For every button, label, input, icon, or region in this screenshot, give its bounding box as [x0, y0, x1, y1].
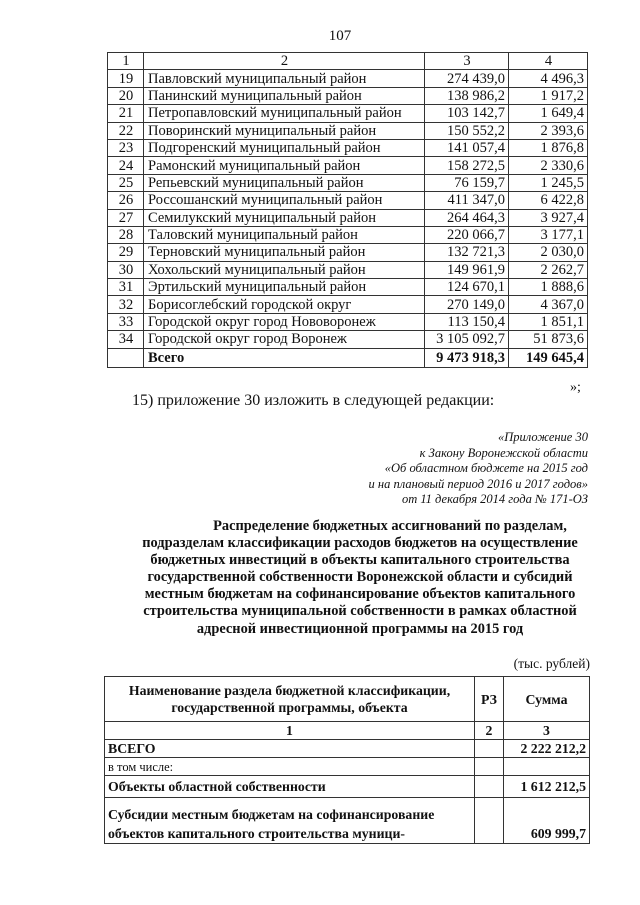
- row-number: 31: [108, 279, 144, 296]
- row-name: ВСЕГО: [105, 740, 475, 758]
- value-col3: 141 057,4: [425, 139, 509, 156]
- table-row: [108, 209, 588, 226]
- title-line: государственной собственности Воронежской области и субсидий: [147, 569, 573, 586]
- municipality-name: Хохольский муниципальный район: [144, 261, 425, 278]
- title-line: адресной инвестиционной программы на 2015 год: [196, 620, 524, 637]
- row-rz: [475, 758, 504, 776]
- row-number: 22: [108, 122, 144, 139]
- row-number: 33: [108, 313, 144, 330]
- column-number: 1: [105, 722, 475, 740]
- row-number: [108, 348, 144, 367]
- value-col4: 4 496,3: [509, 70, 588, 87]
- row-number: 24: [108, 157, 144, 174]
- row-number: 19: [108, 70, 144, 87]
- municipality-name: Терновский муниципальный район: [144, 244, 425, 261]
- total-col3: 9 473 918,3: [425, 348, 509, 367]
- municipality-name: Борисоглебский городской округ: [144, 296, 425, 313]
- table-row: [105, 740, 590, 758]
- table-header-row: [108, 53, 588, 70]
- total-row: [108, 348, 588, 367]
- appendix-line: «Об областном бюджете на 2015 год: [384, 461, 588, 476]
- total-label: Всего: [144, 348, 425, 367]
- value-col3: 264 464,3: [425, 209, 509, 226]
- appendix-line: от 11 декабря 2014 года № 171-ОЗ: [401, 492, 588, 507]
- value-col4: 6 422,8: [509, 192, 588, 209]
- column-number: 2: [475, 722, 504, 740]
- municipality-name: Семилукский муниципальный район: [144, 209, 425, 226]
- row-number: 23: [108, 139, 144, 156]
- column-header-name: Наименование раздела бюджетной классификации, государственной программы, объекта: [105, 677, 475, 722]
- column-number-row: [105, 722, 590, 740]
- row-rz: [475, 776, 504, 798]
- value-col4: 3 177,1: [509, 226, 588, 243]
- table-row: [105, 758, 590, 776]
- column-header: 1: [108, 53, 144, 70]
- column-header-sum: Сумма: [504, 677, 590, 722]
- value-col4: 51 873,6: [509, 331, 588, 348]
- table-row: [108, 105, 588, 122]
- value-col4: 1 245,5: [509, 174, 588, 191]
- appendix-line: «Приложение 30: [498, 430, 588, 444]
- row-number: 28: [108, 226, 144, 243]
- value-col3: 103 142,7: [425, 105, 509, 122]
- value-col3: 138 986,2: [425, 87, 509, 104]
- title-line: местным бюджетам на софинансирование объектов капитального: [144, 586, 576, 603]
- value-col3: 158 272,5: [425, 157, 509, 174]
- document-title: [110, 518, 610, 638]
- table-row: [108, 122, 588, 139]
- row-number: 21: [108, 105, 144, 122]
- title-line: строительства муниципальной собственности в рамках областной: [143, 603, 577, 620]
- value-col3: 411 347,0: [425, 192, 509, 209]
- municipality-name: Подгоренский муниципальный район: [144, 139, 425, 156]
- value-col4: 1 876,8: [509, 139, 588, 156]
- appendix-line: и на плановый период 2016 и 2017 годов»: [368, 476, 588, 491]
- row-sum: [504, 758, 590, 776]
- value-col4: 2 030,0: [509, 244, 588, 261]
- value-col4: 2 330,6: [509, 157, 588, 174]
- column-header: 2: [144, 53, 425, 70]
- row-number: 20: [108, 87, 144, 104]
- table-row: [108, 226, 588, 243]
- value-col3: 220 066,7: [425, 226, 509, 243]
- column-header-rz: РЗ: [475, 677, 504, 722]
- row-rz: [475, 740, 504, 758]
- row-number: 26: [108, 192, 144, 209]
- value-col3: 150 552,2: [425, 122, 509, 139]
- row-sum: 609 999,7: [504, 798, 590, 844]
- column-header: 4: [509, 53, 588, 70]
- amendment-paragraph: 15) приложение 30 изложить в следующей редакции:: [132, 392, 495, 409]
- table-row: [108, 70, 588, 87]
- page-number: 107: [328, 28, 352, 44]
- row-number: 32: [108, 296, 144, 313]
- value-col3: 113 150,4: [425, 313, 509, 330]
- municipality-name: Эртильский муниципальный район: [144, 279, 425, 296]
- value-col4: 2 262,7: [509, 261, 588, 278]
- table-row: [108, 296, 588, 313]
- municipality-name: Городской округ город Воронеж: [144, 331, 425, 348]
- municipality-name: Таловский муниципальный район: [144, 226, 425, 243]
- table-row: [108, 261, 588, 278]
- title-line: Распределение бюджетных ассигнований по разделам,: [213, 518, 567, 534]
- municipality-name: Поворинский муниципальный район: [144, 122, 425, 139]
- table-row: [108, 244, 588, 261]
- municipality-name: Репьевский муниципальный район: [144, 174, 425, 191]
- value-col4: 1 888,6: [509, 279, 588, 296]
- row-name: Объекты областной собственности: [105, 776, 475, 798]
- municipal-budget-table: [107, 52, 588, 368]
- appendix-header: [369, 430, 588, 508]
- row-name: Субсидии местным бюджетам на софинансирование объектов капитального строительства муници-: [105, 798, 475, 844]
- investment-program-table: [104, 676, 590, 844]
- column-header: 3: [425, 53, 509, 70]
- municipality-name: Петропавловский муниципальный район: [144, 105, 425, 122]
- table-row: [108, 87, 588, 104]
- value-col4: 4 367,0: [509, 296, 588, 313]
- value-col3: 124 670,1: [425, 279, 509, 296]
- row-sum: 1 612 212,5: [504, 776, 590, 798]
- table-row: [108, 157, 588, 174]
- value-col3: 270 149,0: [425, 296, 509, 313]
- row-name: в том числе:: [105, 758, 475, 776]
- total-col4: 149 645,4: [509, 348, 588, 367]
- value-col3: 149 961,9: [425, 261, 509, 278]
- row-number: 30: [108, 261, 144, 278]
- row-rz: [475, 798, 504, 844]
- municipality-name: Городской округ город Нововоронеж: [144, 313, 425, 330]
- value-col4: 1 851,1: [509, 313, 588, 330]
- municipality-name: Россошанский муниципальный район: [144, 192, 425, 209]
- row-sum: 2 222 212,2: [504, 740, 590, 758]
- value-col4: 3 927,4: [509, 209, 588, 226]
- units-label: (тыс. рублей): [513, 656, 590, 671]
- closing-quote: »;: [570, 380, 581, 395]
- value-col3: 132 721,3: [425, 244, 509, 261]
- value-col4: 2 393,6: [509, 122, 588, 139]
- appendix-line: к Закону Воронежской области: [419, 445, 588, 460]
- value-col3: 3 105 092,7: [425, 331, 509, 348]
- column-number: 3: [504, 722, 590, 740]
- table-header-row: [105, 677, 590, 722]
- row-number: 34: [108, 331, 144, 348]
- row-number: 25: [108, 174, 144, 191]
- table-row: [108, 192, 588, 209]
- table-row: [108, 174, 588, 191]
- table-row: [108, 331, 588, 348]
- table-row: [108, 279, 588, 296]
- row-number: 27: [108, 209, 144, 226]
- value-col3: 76 159,7: [425, 174, 509, 191]
- title-line: подразделам классификации расходов бюджетов на осуществление: [142, 535, 578, 552]
- value-col4: 1 649,4: [509, 105, 588, 122]
- value-col3: 274 439,0: [425, 70, 509, 87]
- table-row: [108, 313, 588, 330]
- municipality-name: Павловский муниципальный район: [144, 70, 425, 87]
- municipality-name: Рамонский муниципальный район: [144, 157, 425, 174]
- table-row: [108, 139, 588, 156]
- value-col4: 1 917,2: [509, 87, 588, 104]
- table-row: [105, 798, 590, 844]
- table-row: [105, 776, 590, 798]
- row-number: 29: [108, 244, 144, 261]
- title-line: бюджетных инвестиций в объекты капитального строительства: [150, 552, 570, 569]
- municipality-name: Панинский муниципальный район: [144, 87, 425, 104]
